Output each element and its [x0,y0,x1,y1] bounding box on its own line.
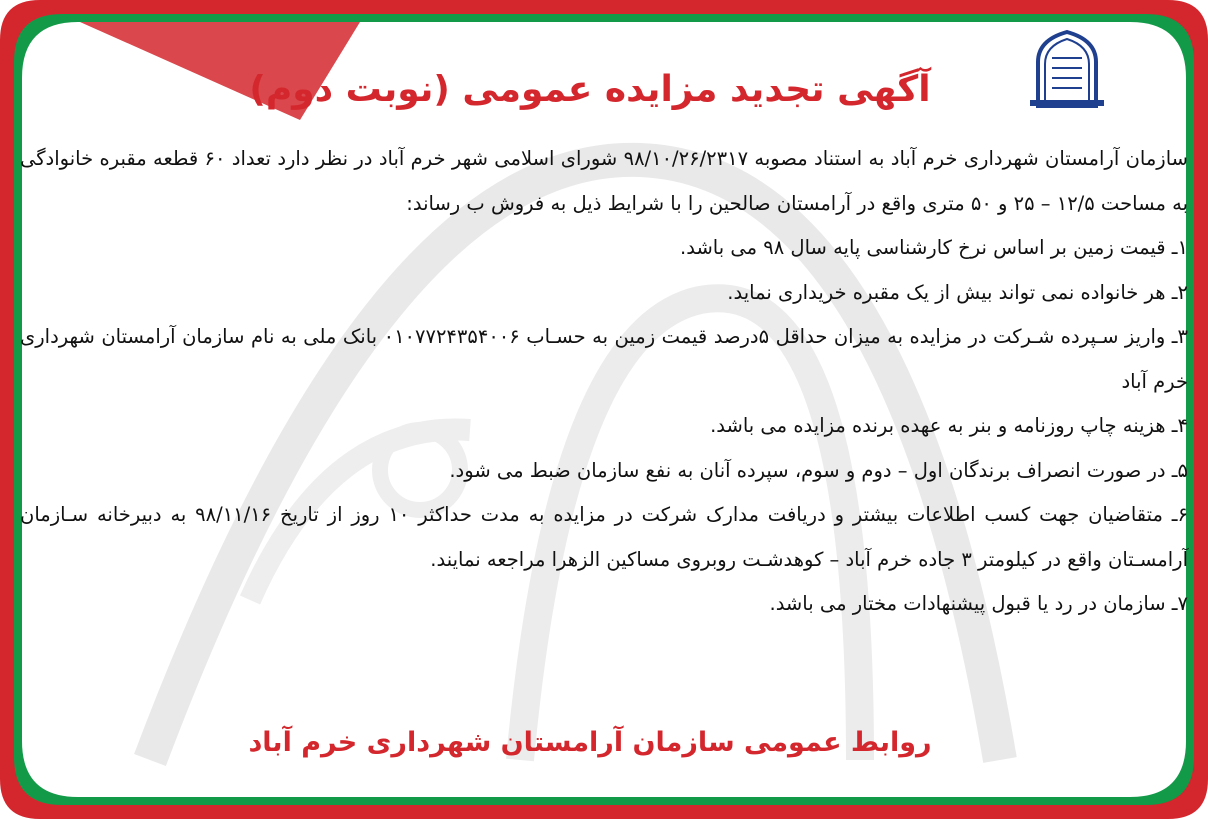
condition-5: ۵ـ در صورت انصراف برندگان اول – دوم و سوم، سپرده آنان به نفع سازمان ضبط می شود. [449,458,1188,482]
condition-1: ۱ـ قیمت زمین بر اساس نرخ کارشناسی پایه سال ۹۸ می باشد. [680,236,1188,259]
notice-signature: روابط عمومی سازمان آرامستان شهرداری خرم آباد [248,727,932,758]
municipality-emblem-icon [1028,28,1106,108]
condition-7: ۷ـ سازمان در رد یا قبول پیشنهادات مختار می باشد. [769,592,1188,615]
condition-3: ۳ـ واریز سـپرده شـرکت در مزایده به میزان حداقل ۵درصد قیمت زمین به حسـاب ۰۱۰۷۷۲۴۳۵۴۰۰۶ بانک ملی به نام سازمان آرامستان شهرداری خرم آباد [20,325,1188,393]
condition-6: ۶ـ متقاضیان جهت کسب اطلاعات بیشتر و دریافت مدارک شرکت در مزایده به مدت حداکثر ۱۰ روز از تاریخ ۹۸/۱۱/۱۶ به دبیرخانه سـازمان آرامسـتان واقع در کیلومتر ۳ جاده خرم آباد – کوهدشـت روبروی مساکین الزهرا مراجعه نمایند. [20,503,1188,571]
notice-title: آگهی تجدید مزایده عمومی (نوبت دوم) [249,69,931,110]
notice-intro: سازمان آرامستان شهرداری خرم آباد به استناد مصوبه ۹۸/۱۰/۲۶/۲۳۱۷ شورای اسلامی شهر خرم آباد در نظر دارد تعداد ۶۰ قطعه مقبره خانوادگی به مساحت ۱۲/۵ – ۲۵ و ۵۰ متری واقع در آرامستان صالحین را با شرایط ذیل به فروش ب رساند: [20,147,1188,215]
condition-2: ۲ـ هر خانواده نمی تواند بیش از یک مقبره خریداری نماید. [727,280,1188,304]
notice-body [20,137,1188,627]
condition-4: ۴ـ هزینه چاپ روزنامه و بنر به عهده برنده مزایده می باشد. [710,414,1188,437]
